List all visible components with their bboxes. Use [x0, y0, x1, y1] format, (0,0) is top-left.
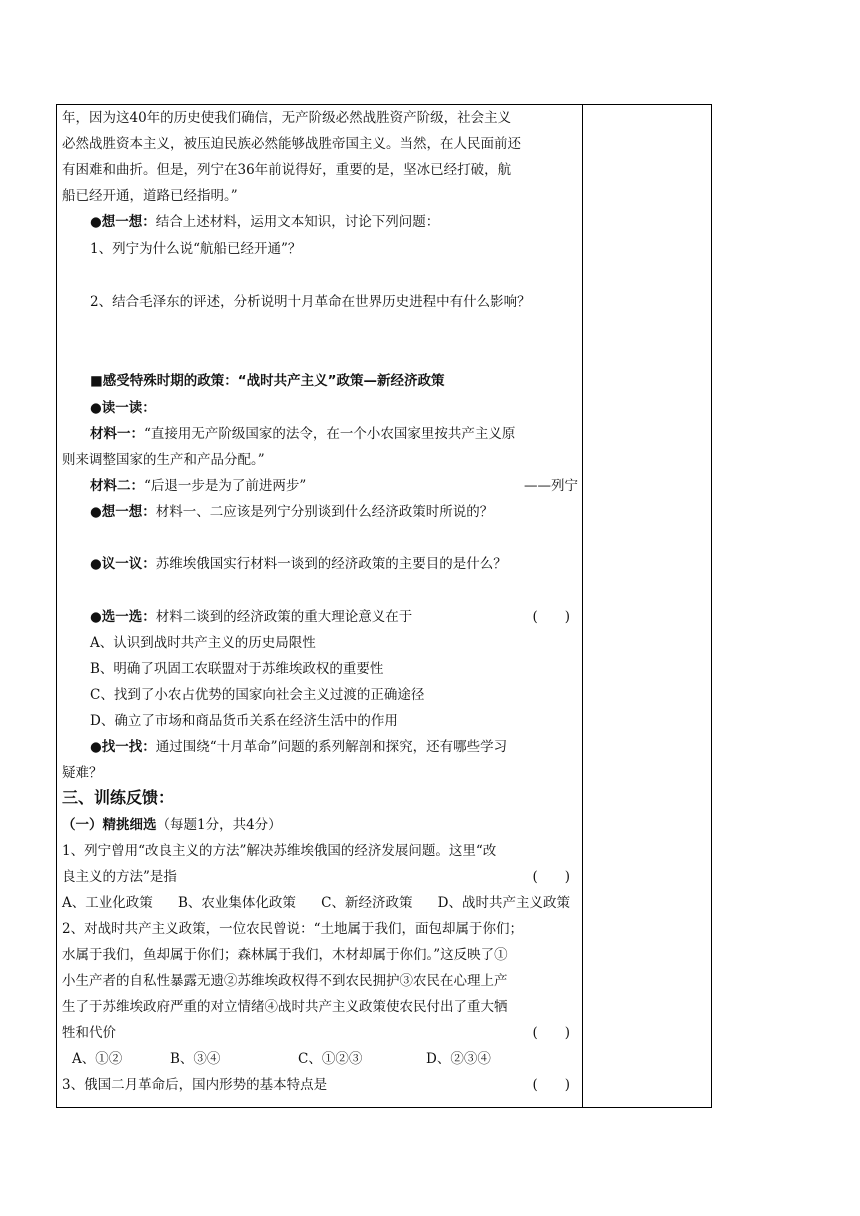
- option: C、①②③: [298, 1051, 363, 1067]
- material-1-cont: 则来调整国家的生产和产品分配。”: [62, 452, 265, 468]
- material-1-text: “直接用无产阶级国家的法令，在一个小农国家里按共产主义原: [144, 426, 516, 442]
- option: B、农业集体化政策: [177, 895, 296, 911]
- exercise-2-text: 牲和代价: [62, 1025, 116, 1041]
- choose-head: ●选一选：: [90, 609, 156, 625]
- option-b: B、明确了巩固工农联盟对于苏维埃政权的重要性: [90, 661, 384, 677]
- answer-blank: ( ): [532, 869, 570, 885]
- find-prompt: [90, 737, 507, 757]
- choose-text: 材料二谈到的经济政策的重大理论意义在于: [155, 609, 413, 625]
- material-2-text: “后退一步是为了前进两步”: [144, 478, 307, 494]
- choose-prompt: [90, 607, 570, 627]
- column-divider: [582, 104, 583, 1108]
- material-1-head: 材料一：: [90, 426, 144, 442]
- think-prompt-1: [90, 212, 439, 232]
- question-2: 2、结合毛泽东的评述，分析说明十月革命在世界历史进程中有什么影响？: [90, 294, 531, 310]
- section-heading-feedback: 三、训练反馈：: [62, 788, 175, 807]
- discuss-head: ●议一议：: [90, 556, 156, 572]
- text-line: 船已经开通，道路已经指明。”: [62, 188, 238, 204]
- section-heading-policy: ■感受特殊时期的政策：“战时共产主义”政策—新经济政策: [90, 373, 445, 389]
- exercise-2-cont: 小生产者的自私性暴露无遗②苏维埃政权得不到农民拥护③农民在心理上产: [62, 973, 508, 989]
- discuss-prompt: [90, 554, 507, 574]
- think-text: 材料一、二应该是列宁分别谈到什么经济政策时所说的？: [155, 504, 494, 520]
- exercise-3: [62, 1075, 570, 1095]
- material-2: [90, 476, 578, 496]
- exercise-2: 2、对战时共产主义政策，一位农民曾说：“土地属于我们，面包却属于你们；: [62, 921, 523, 937]
- discuss-text: 苏维埃俄国实行材料一谈到的经济政策的主要目的是什么？: [155, 556, 507, 572]
- think-head: ●想一想：: [90, 504, 156, 520]
- question-1: 1、列宁为什么说“航船已经开通”？: [90, 241, 302, 257]
- option-a: A、认识到战时共产主义的历史局限性: [90, 635, 316, 651]
- subsection-heading: [62, 815, 282, 835]
- think-text: 结合上述材料，运用文本知识，讨论下列问题：: [155, 214, 440, 230]
- exercise-3-text: 3、俄国二月革命后，国内形势的基本特点是: [62, 1077, 328, 1093]
- option: A、①②: [72, 1051, 123, 1067]
- option: D、战时共产主义政策: [437, 895, 570, 911]
- option: B、③④: [170, 1051, 221, 1067]
- find-head: ●找一找：: [90, 739, 156, 755]
- exercise-1-options: [62, 893, 570, 913]
- exercise-1-text: 良主义的方法”是指: [62, 869, 177, 885]
- think-head: ●想一想：: [90, 214, 156, 230]
- exercise-2-options: [72, 1049, 491, 1069]
- exercise-2-cont: 生了于苏维埃政府严重的对立情绪④战时共产主义政策使农民付出了重大牺: [62, 999, 508, 1015]
- option-c: C、找到了小农占优势的国家向社会主义过渡的正确途径: [90, 687, 425, 703]
- text-line: 年，因为这40年的历史使我们确信，无产阶级必然战胜资产阶级，社会主义: [62, 110, 512, 126]
- text-line: 有困难和曲折。但是，列宁在36年前说得好，重要的是，坚冰已经打破，航: [62, 162, 512, 178]
- material-1: [90, 424, 515, 444]
- read-prompt: ●读一读：: [90, 400, 156, 416]
- exercise-1: 1、列宁曾用“改良主义的方法”解决苏维埃俄国的经济发展问题。这里“改: [62, 843, 497, 859]
- option: A、工业化政策: [62, 895, 153, 911]
- exercise-1-cont: [62, 867, 570, 887]
- find-text: 通过围绕“十月革命”问题的系列解剖和探究，还有哪些学习: [155, 739, 508, 755]
- option: D、②③④: [426, 1051, 491, 1067]
- exercise-2-cont: 水属于我们，鱼却属于你们；森林属于我们，木材却属于你们。”这反映了①: [62, 947, 508, 963]
- text-line: 必然战胜资本主义，被压迫民族必然能够战胜帝国主义。当然，在人民面前还: [62, 136, 521, 152]
- material-2-head: 材料二：: [90, 478, 144, 494]
- find-text-cont: 疑难？: [62, 765, 103, 781]
- material-2-source: ——列宁: [524, 478, 578, 494]
- exercise-2-cont: [62, 1023, 570, 1043]
- subsection-title: （一）精挑细选: [62, 817, 157, 833]
- option: C、新经济政策: [321, 895, 413, 911]
- option-d: D、确立了市场和商品货币关系在经济生活中的作用: [90, 713, 398, 729]
- answer-blank: ( ): [532, 609, 570, 625]
- answer-blank: ( ): [532, 1025, 570, 1041]
- think-prompt-2: [90, 502, 493, 522]
- subsection-score: （每题1分，共4分）: [156, 817, 282, 833]
- answer-blank: ( ): [532, 1077, 570, 1093]
